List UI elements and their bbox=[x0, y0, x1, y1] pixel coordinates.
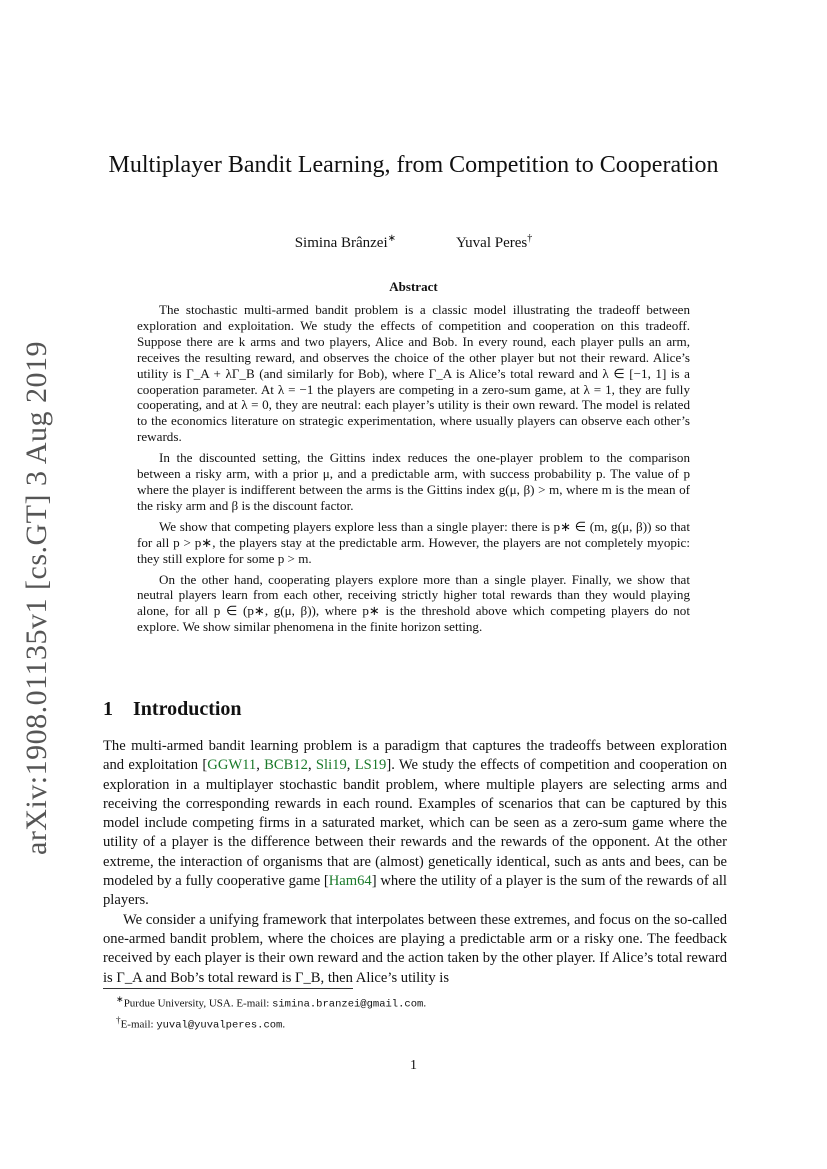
email-link[interactable]: simina.branzei@gmail.com bbox=[272, 998, 424, 1011]
abstract-paragraph: The stochastic multi-armed bandit problem is a classic model illustrating the tradeoff between exploration and exploitation. We study the effects of competition and cooperation on this tradeoff. Suppose there are k arms and two players, Alice and Bob. In every round, each player pulls an arm, receives the resulting reward, and observes the choice of the other player but not their reward. Alice’s utility is Γ_A + λΓ_B (and similarly for Bob), where Γ_A is Alice’s total reward and λ ∈ [−1, 1] is a cooperation parameter. At λ = −1 the players are competing in a zero-sum game, at λ = 1, they are fully cooperating, and at λ = 0, they are neutral: each player’s utility is their own reward. The model is related to the economics literature on strategic experimentation, where usually players can observe each other’s rewards. bbox=[137, 302, 690, 445]
email-link[interactable]: yuval@yuvalperes.com bbox=[156, 1019, 283, 1032]
author: Yuval Peres† bbox=[456, 233, 533, 251]
section-heading bbox=[103, 698, 242, 721]
footnote-rule bbox=[103, 988, 353, 989]
arxiv-sidebar-stamp bbox=[17, 341, 57, 855]
page-number: 1 bbox=[410, 1058, 417, 1073]
body-text bbox=[103, 737, 727, 988]
footnotes bbox=[116, 992, 716, 1033]
author: Simina Brânzei∗ bbox=[294, 233, 397, 251]
abstract-paragraph: In the discounted setting, the Gittins index reduces the one-player problem to the comparison between a risky arm, with a prior μ, and a predictable arm, with success probability p. The value of p where the player is indifferent between the arms is the Gittins index g(μ, β) > m, where m is the mean of the risky arm and β is the discount factor. bbox=[137, 450, 690, 513]
abstract-paragraph: We show that competing players explore less than a single player: there is p∗ ∈ (m, g(μ, β)) so that for all p > p∗, the players stay at the predictable arm. However, the players are not completely myopic: they still explore for some p > m. bbox=[137, 518, 690, 566]
paper-title: Multiplayer Bandit Learning, from Competition to Cooperation bbox=[108, 152, 719, 178]
footnote: ∗Purdue University, USA. E-mail: simina.branzei@gmail.com. bbox=[116, 994, 427, 1011]
arxiv-id: arXiv:1908.01135v1 [cs.GT] 3 Aug 2019 bbox=[20, 341, 53, 855]
footnote: †E-mail: yuval@yuvalperes.com. bbox=[116, 1014, 286, 1032]
body-paragraph: We consider a unifying framework that interpolates between these extremes, and focus on the so-called one-armed bandit problem, where the choices are playing a predictable arm or a risky one. The feedback received by each player is their own reward and the action taken by the other player. If Alice’s total reward is Γ_A and Bob’s total reward is Γ_B, then Alice’s utility is bbox=[103, 911, 727, 986]
citation-link[interactable]: Sli19 bbox=[315, 757, 347, 774]
section-title: Introduction bbox=[133, 698, 242, 720]
body-paragraph: The multi-armed bandit learning problem is a paradigm that captures the tradeoffs between exploration and exploitation [GGW11, BCB12, Sli19, LS19]. We study the effects of competition and cooperation on exploration in a multiplayer stochastic bandit problem, where multiple players are selecting arms and receiving the corresponding rewards in each round. Examples of scenarios that can be captured by this model include competing firms in a saturated market, which can be seen as a zero-sum game where the utility of a player is the difference between their rewards and the rewards of the opponent. At the other extreme, the interaction of organisms that are (almost) genetically identical, such as ants and bees, can be modeled by a fully cooperative game [Ham64] where the utility of a player is the sum of the rewards of all players. bbox=[103, 738, 727, 909]
abstract-paragraph: On the other hand, cooperating players explore more than a single player. Finally, we show that neutral players learn from each other, receiving strictly higher total rewards than they would playing alone, for all p ∈ (p∗, g(μ, β)), where p∗ is the threshold above which competing players do not explore. We show similar phenomena in the finite horizon setting. bbox=[137, 571, 690, 635]
citation-link[interactable]: Ham64 bbox=[328, 873, 372, 890]
citation-link[interactable]: LS19 bbox=[354, 757, 387, 774]
section-number: 1 bbox=[103, 698, 113, 720]
abstract-body bbox=[137, 302, 690, 640]
citation-link[interactable]: GGW11 bbox=[207, 757, 257, 774]
citation-link[interactable]: BCB12 bbox=[264, 757, 308, 774]
author-list bbox=[0, 233, 827, 252]
abstract-heading: Abstract bbox=[389, 279, 438, 294]
